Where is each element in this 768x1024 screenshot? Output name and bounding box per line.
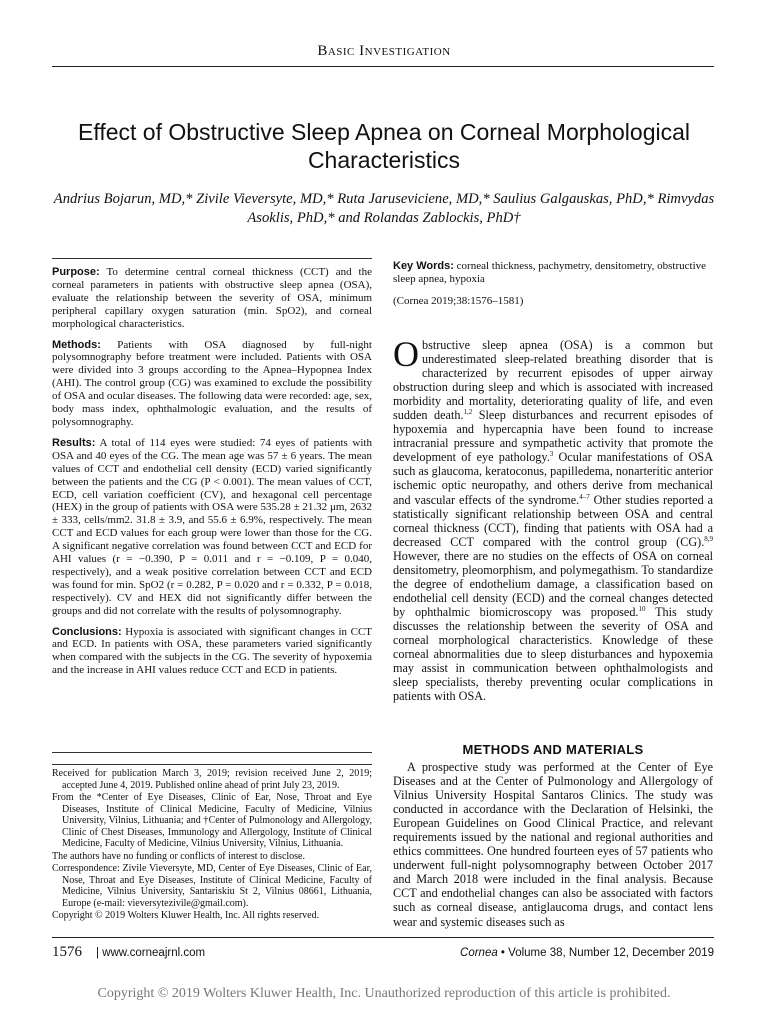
abstract-purpose	[52, 266, 372, 331]
journal-url[interactable]: | www.corneajrnl.com	[96, 947, 206, 959]
article-title: Effect of Obstructive Sleep Apnea on Corneal Morphological Characteristics	[78, 119, 690, 173]
abstract-results	[52, 437, 372, 618]
conclusions-text: Hypoxia is associated with significant changes in CCT and ECD. In patients with OSA, these parameters varied significantly when compared with the subjects in the CG. The severity of hypoxemia and the increase in AHI values reduce CCT and ECD in patients.	[52, 625, 373, 677]
intro-text-4: Other studies reported a statistically significant relationship between OSA and central corneal thickness (CCT), finding that patients with OSA had a decreased CCT compared with the control group (CG).	[393, 492, 713, 549]
intro-text-5: However, there are no studies on the effects of OSA on corneal densitometry, pleomorphism, and polymegathism. To standardize the degree of endothelium damage, a classification based on endothelial cell density (ECD) and the corneal changes detected by ophthalmic biomicroscopy was proposed.	[393, 548, 713, 619]
intro-text-2: Sleep disturbances and recurrent episodes of hypoxemia and hypercapnia have been found to increase intracranial pressure and sympathetic activity that promote the development of eye pathology.	[393, 408, 713, 465]
methods-text: Patients with OSA diagnosed by full-night polysomnography before treatment were included. Patients with OSA were divided into 3 groups according to the Apnea–Hypopnea Index (AHI). The control group (CG) was examined to exclude the possibility of OSA and ocular diseases. The following data were recorded: age, sex, body mass index, ophthalmologic evaluation, and the results of polysomnography.	[52, 338, 372, 428]
results-text: A total of 114 eyes were studied: 74 eyes of patients with OSA and 40 eyes of the CG. The mean age was 57 ± 6 years. The mean values of CCT and endothelial cell density (ECD) varied significantly between the patients and the CG (P < 0.001). The mean values of CCT, ECD, cell variation coefficient (CV), and hexagonal cell percentage (HEX) in the group of patients with OSA were 535.28 ± 21.32 μm, 2632 ± 333, cells/mm2. 31.8 ± 3.9, and 55.6 ± 6.9%, respectively. The mean CCT and ECD values for each group were lower than those for the CG. A significant negative correlation was found between CCT and ECD for AHI values (r = −0.390, P = 0.011 and r = −0.109, P = 0.040, respectively), and a weak positive correlation between CCT and ECD was found for min. SpO2 (r = 0.282, P = 0.020 and r = 0.332, P = 0.018, respectively). CV and HEX did not significantly differ between the groups and did not correlate with the results of polysomnography.	[52, 436, 372, 617]
citation-ref[interactable]: 1,2	[463, 408, 473, 417]
keywords	[393, 260, 713, 286]
page-number: 1576	[52, 944, 82, 960]
note-received: Received for publication March 3, 2019; revision received June 2, 2019; accepted June 4, 2019. Published online ahead of print July 23, 2019.	[52, 768, 372, 791]
footer-divider	[52, 937, 714, 938]
journal-url-text[interactable]: www.corneajrnl.com	[102, 947, 206, 959]
intro-text-3: Ocular manifestations of OSA such as glaucoma, keratoconus, papilledema, nonarteritic anterior ischemic optic neuropathy, and others derive from mechanical and vascular effects of the syndrome.	[393, 450, 713, 507]
note-copyright: Copyright © 2019 Wolters Kluwer Health, Inc. All rights reserved.	[52, 910, 320, 921]
citation-ref[interactable]: 4–7	[579, 492, 590, 501]
keywords-label: Key Words:	[393, 260, 454, 272]
abstract	[52, 266, 372, 685]
author-list: Andrius Bojarun, MD,* Zivile Vieversyte, MD,* Ruta Jaruseviciene, MD,* Saulius Galgauskas, PhD,* Rimvydas Asoklis, PhD,* and Rolandas Zablockis, PhD†	[53, 191, 715, 226]
intro-text-6: This study discusses the relationship between the severity of OSA and corneal morphological characteristics. Knowledge of these corneal abnormalities due to sleep disturbances and hypoxemia may assist in communication between ophthalmologists and sleep specialists, thereby preventing ocular complications in patients with OSA.	[393, 604, 713, 704]
purpose-label: Purpose:	[52, 266, 100, 278]
section-category: Basic Investigation	[317, 43, 451, 59]
note-correspondence: Correspondence: Zivile Vieversyte, MD, Center of Eye Diseases, Clinic of Ear, Nose, Throat and Eye Diseases, Institute of Clinical Medicine, Faculty of Medicine, Vilnius University, Santariskiu St 2, Vilnius 08661, Lithuania, Europe (e-mail: vieversytezivile@gmail.com).	[52, 863, 372, 909]
abstract-methods	[52, 339, 372, 429]
note-affiliations: From the *Center of Eye Diseases, Clinic of Ear, Nose, Throat and Eye Diseases, Institute of Clinical Medicine, Faculty of Medicine, Vilnius University, Vilnius, Lithuania; and †Center of Pulmonology and Allergology, Clinic of Chest Diseases, Immunology and Allergology, Institute of Clinical Medicine, Faculty of Medicine, Vilnius University, Vilnius, Lithuania.	[52, 792, 372, 849]
results-label: Results:	[52, 436, 96, 449]
drop-cap: O	[393, 334, 419, 374]
volume-info: Volume 38, Number 12, December 2019	[508, 947, 714, 959]
citation-ref[interactable]: 3	[549, 450, 554, 459]
methods-label: Methods:	[52, 338, 101, 351]
intro-text-1: bstructive sleep apnea (OSA) is a common but underestimated sleep-related breathing disorder that is characterized by recurrent episodes of upper airway obstruction during sleep and which is associated with increased morbidity and mortality, deteriorating quality of life, and even sudden death.	[393, 338, 713, 423]
journal-name: Cornea	[460, 947, 498, 959]
methods-paragraph: A prospective study was performed at the Center of Eye Diseases and at the Center of Pulmonology and Allergology of Vilnius University Hospital Santaros Clinics. The study was conducted in accordance with the Declaration of Helsinki, the European Guidelines on Good Clinical Practice, and relevant requirements issued by the national and regional authorities and ethics committees. One hundred fourteen eyes of 57 patients who underwent full-night polysomnography between October 2017 and March 2018 were included in the final analysis. Because CCT and endothelial changes can also be associated with factors such as corneal disease, antiglaucoma drugs, and contact lens wear and systemic diseases such as	[393, 760, 713, 929]
section-heading: METHODS AND MATERIALS	[462, 742, 644, 757]
abstract-conclusions	[52, 626, 372, 678]
notes-divider	[52, 764, 372, 765]
citation: (Cornea 2019;38:1576–1581)	[393, 295, 524, 307]
copyright-notice: Copyright © 2019 Wolters Kluwer Health, Inc. Unauthorized reproduction of this article is prohibited.	[97, 986, 671, 1001]
citation-ref[interactable]: 8,9	[704, 534, 713, 543]
conclusions-label: Conclusions:	[52, 625, 122, 638]
purpose-text: To determine central corneal thickness (CCT) and the corneal parameters in patients with obstructive sleep apnea (OSA), evaluate the relationship between the severity of OSA, minimum peripheral capillary oxygen saturation (min. SpO2), and corneal morphological characteristics.	[52, 266, 372, 330]
citation-ref[interactable]: 10	[638, 604, 646, 613]
journal-info: Cornea • Volume 38, Number 12, December 2019	[460, 947, 714, 959]
introduction	[393, 334, 713, 704]
header-divider	[52, 66, 714, 67]
keywords-text: corneal thickness, pachymetry, densitometry, obstructive sleep apnea, hypoxia	[393, 260, 707, 285]
note-funding: The authors have no funding or conflicts of interest to disclose.	[52, 850, 305, 862]
article-notes	[52, 768, 372, 923]
